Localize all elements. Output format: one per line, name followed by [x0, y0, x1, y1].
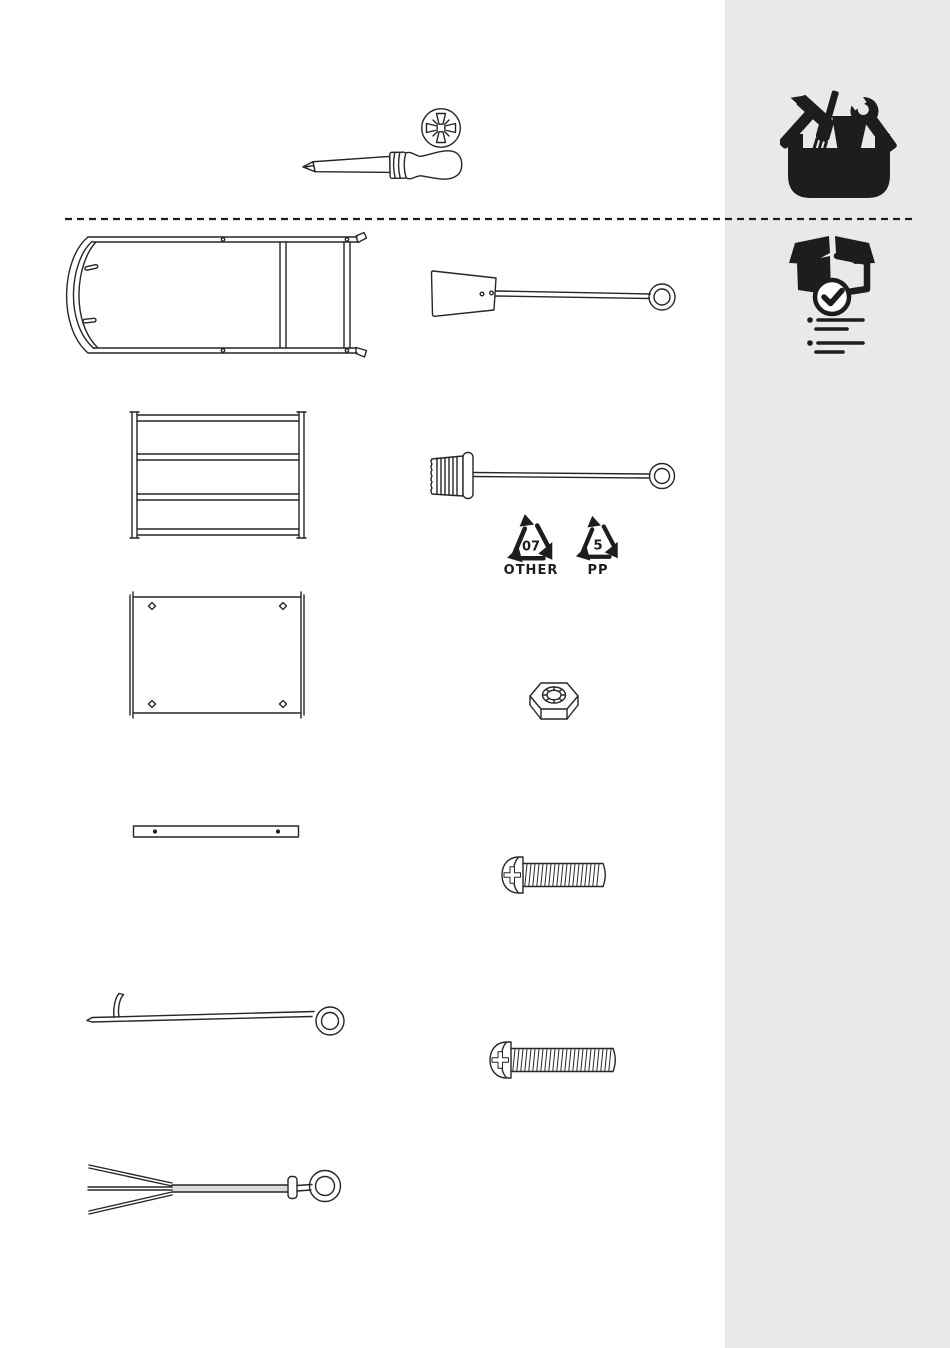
flat-bar — [132, 824, 300, 840]
hook-rod — [86, 986, 348, 1040]
resin-code: 5 — [593, 538, 603, 554]
hex-nut — [527, 675, 581, 729]
dashed-divider — [0, 216, 950, 222]
machine-screw-long — [487, 1038, 619, 1082]
recycle-triangle-icon — [504, 513, 558, 563]
three-prong-fork — [84, 1158, 348, 1218]
brush-rod — [427, 450, 681, 500]
open-box-check-icon — [785, 233, 880, 318]
material-label: PP — [587, 563, 609, 578]
panel — [128, 590, 306, 720]
recycling-symbol-pp — [572, 513, 624, 578]
machine-screw-short — [499, 853, 609, 897]
material-label: OTHER — [503, 563, 559, 578]
side-frame — [58, 228, 370, 362]
pozidriv-screwdriver-icon — [300, 146, 468, 190]
wire-rack — [129, 410, 307, 540]
recycling-symbol-other — [502, 513, 560, 578]
pozidriv-head-icon — [420, 107, 462, 149]
toolbox-icon — [780, 90, 898, 208]
resin-code: 07 — [521, 539, 541, 555]
paddle-rod — [428, 266, 682, 322]
parts-checklist-icon — [806, 315, 870, 357]
recycle-triangle-icon — [573, 513, 623, 563]
